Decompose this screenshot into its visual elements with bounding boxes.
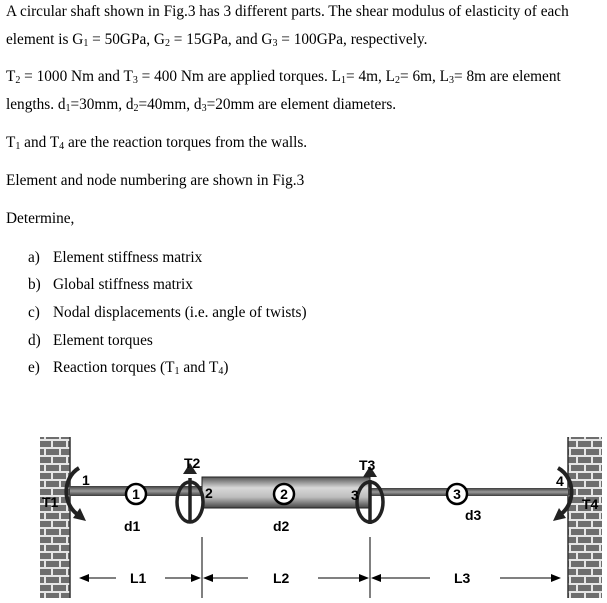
length-label-3: L3 (454, 570, 471, 586)
problem-line-6: Element and node numbering are shown in Fig.3 (6, 172, 305, 189)
problem-line-4: lengths. $d_1=30mm$, $d_2=40mm$, $d_3=20mm$ are element diameters. (6, 96, 397, 114)
node-label-2: 2 (205, 485, 213, 501)
element-label-3: 3 (453, 486, 461, 502)
task-item-c: c) Nodal displacements (i.e. angle of twists) (28, 304, 307, 321)
shaft-element-3 (370, 488, 568, 496)
left-wall (40, 437, 70, 598)
task-item-a: a) Element stiffness matrix (28, 249, 203, 266)
problem-line-3: $T_2 = 1000$ Nm and $T_3 = 400$ Nm are applied torques. $L_1= 4m$, $L_2= 6m$, $L_3= 8m$ are element (6, 68, 561, 86)
problem-line-7: Determine, (6, 210, 75, 227)
problem-line-1: A circular shaft shown in Fig.3 has 3 different parts. The shear modulus of elasticity of each (6, 3, 569, 20)
diameter-label-2: d2 (273, 518, 290, 534)
problem-line-5: $T_1$ and $T_4$ are the reaction torques from the walls. (6, 134, 308, 152)
length-label-2: L2 (273, 570, 290, 586)
task-item-e: e) Reaction torques ($T_1$ and $T_4$) (28, 359, 229, 377)
element-label-1: 1 (132, 486, 140, 502)
t1-label: T1 (42, 494, 59, 510)
right-wall (568, 437, 602, 598)
diameter-label-1: d1 (124, 518, 141, 534)
length-dimension-lines (80, 537, 560, 598)
node-label-3: 3 (351, 487, 359, 503)
node-label-1: 1 (82, 472, 90, 488)
task-item-d: d) Element torques (28, 332, 153, 349)
diameter-label-3: d3 (465, 507, 482, 523)
task-item-b: b) Global stiffness matrix (28, 276, 193, 293)
t4-label: T4 (582, 496, 599, 512)
length-label-1: L1 (130, 570, 147, 586)
node-label-4: 4 (556, 473, 564, 489)
t3-label: T3 (359, 457, 376, 473)
t2-label: T2 (184, 455, 201, 471)
element-label-2: 2 (280, 486, 288, 502)
problem-line-2: element is $G_1 = 50GPa$, $G_2 = 15GPa$, and $G_3 = 100GPa$, respectively. (6, 31, 428, 49)
